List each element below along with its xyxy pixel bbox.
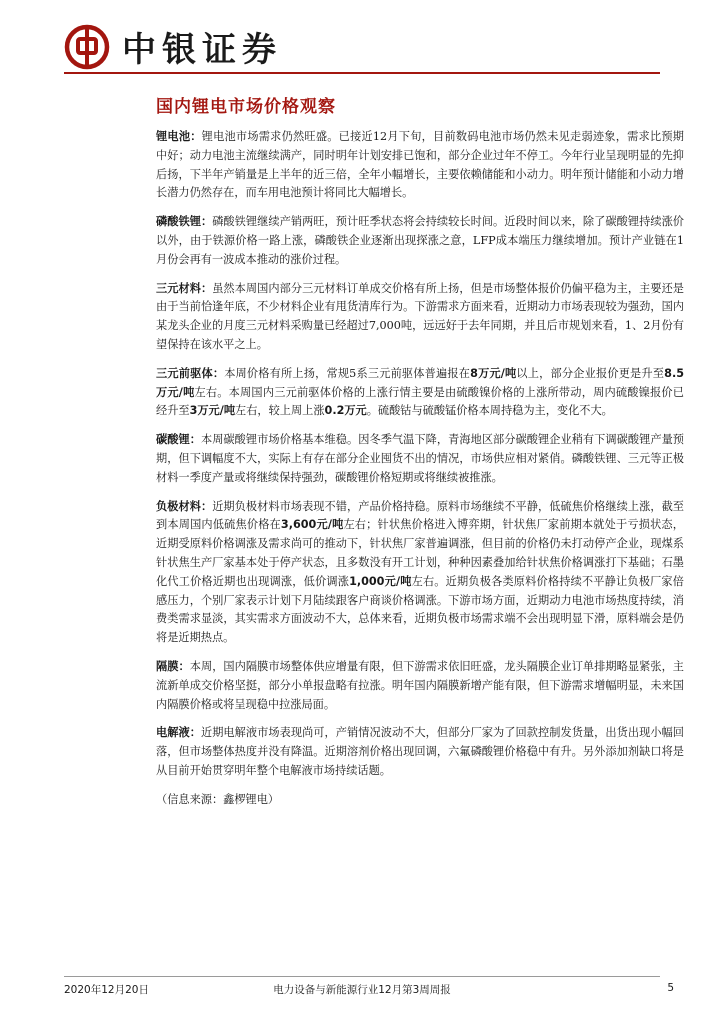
footer-date: 2020年12月20日 [64,984,149,996]
paragraph [156,213,684,269]
footer-report-title: 电力设备与新能源行业12月第3周周报 [273,984,451,996]
paragraph-text: 磷酸铁锂继续产销两旺，预计旺季状态将会持续较长时间。近段时间以来，除了碳酸锂持续涨价以外，由于铁源价格一路上涨，磷酸铁企业逐渐出现探涨之意，LFP成本端压力继续增加。预计产业链在1月份会再有一波成本推动的涨价过程。 [156,215,684,266]
paragraph-text: 近期电解液市场表现尚可，产销情况波动不大，但部分厂家为了回款控制发货量，出货出现小幅回落，但市场整体热度并没有降温。近期溶剂价格出现回调，六氟磷酸锂价格稳中有升。另外添加剂缺口将是从目前开始贯穿明年整个电解液市场持续话题。 [156,726,684,777]
paragraph-text: 虽然本周国内部分三元材料订单成交价格有所上扬，但是市场整体报价仍偏平稳为主，主要还是由于当前恰逢年底，不少材料企业有甩货清库行为。下游需求方面来看，近期动力市场表现较为强劲，国内某龙头企业的月度三元材料采购量已经超过7,000吨，远远好于去年同期，并且后市规划来看，1、2月份有望保持在该水平之上。 [156,281,684,351]
brand-header [64,22,282,71]
paragraph-label: 锂电池： [156,130,202,143]
paragraph-text: 本周，国内隔膜市场整体供应增量有限，但下游需求依旧旺盛，龙头隔膜企业订单排期略显紧张，主流新单成交价格坚挺，部分小单报盘略有拉涨。明年国内隔膜新增产能有限，但下游需求增幅明显，未来国内隔膜价格或将呈现稳中拉涨局面。 [156,659,684,711]
highlighted-value: 3,600元/吨 [280,518,344,532]
paragraph-label: 隔膜： [156,659,190,673]
paragraph [156,498,684,648]
paragraph [156,431,684,487]
bank-of-china-logo-icon [64,24,110,70]
highlighted-value: 8.5万元/吨 [156,366,684,399]
paragraph [156,724,684,780]
paragraph [156,658,684,714]
paragraph-text: 左右；针状焦价格进入博弈期，针状焦厂家前期本就处于亏损状态，近期受原料价格调涨及需求尚可的推动下，针状焦厂家普遍调涨，但目前的价格仍未打动停产企业，现煤系针状焦生产厂家基本处于停产状态，且多数没有开工计划，种种因素叠加给针状焦价格调涨打下基础；石墨化代工价格近期也出现调涨，低价调涨 [156,518,684,588]
paragraph-text: 以上，部分企业报价更是升至 [516,366,665,380]
highlighted-value: 8万元/吨 [470,366,517,380]
source-note: （信息来源：鑫椤锂电） [156,792,280,806]
highlighted-value: 1,000元/吨 [349,574,412,588]
paragraph-text: 本周碳酸锂市场价格基本维稳。因冬季气温下降，青海地区部分碳酸锂企业稍有下调碳酸锂产量预期，但下调幅度不大，实际上有存在部分企业囤货不出的情况，市场供应相对紧俏。磷酸铁锂、三元等正极材料一季度产量或将继续保持强劲，碳酸锂价格短期或将继续被推涨。 [156,433,684,484]
article-body [156,128,684,809]
paragraph-label: 磷酸铁锂： [156,215,213,229]
paragraph-label: 三元材料： [156,281,213,295]
header-divider [64,72,660,74]
paragraph-label: 负极材料： [156,499,213,513]
paragraph-text: 锂电池市场需求仍然旺盛。已接近12月下旬，目前数码电池市场仍然未见走弱迹象，需求比预期中好；动力电池主流继续满产，同时明年计划安排已饱和，部分企业过年不停工。今年行业呈现明显的先抑后扬，下半年产销量是上半年的近三倍，全年小幅增长，主要依赖储能和小动力。明年预计储能和小动力增长潜力仍然存在，而车用电池预计将同比大幅增长。 [156,130,684,200]
paragraph-text: 左右，较上周上涨 [235,404,325,418]
paragraph [156,280,684,355]
paragraph-label: 电解液： [156,726,201,740]
paragraph-text: 本周价格有所上扬，常规5系三元前驱体普遍报在 [224,366,471,380]
paragraph-text: 近期负极材料市场表现不错，产品价格持稳。原料市场继续不平静，低硫焦价格继续上涨，截至到本周国内低硫焦价格在 [156,499,684,532]
footer-divider [64,976,660,977]
paragraph [156,128,684,203]
paragraph-text: 左右。近期负极各类原料价格持续不平静让负极厂家倍感压力，个别厂家表示计划下月陆续跟客户商谈价格调涨。下游市场方面，近期动力电池市场热度持续，消费类需求显淡，其实需求方面波动不大，总体来看，近期负极市场需求端不会出现明显下滑，原料端会是仍将是近期热点。 [156,574,684,645]
highlighted-value: 0.2万元 [324,404,367,418]
paragraph-text: 。硫酸钴与硫酸锰价格本周持稳为主，变化不大。 [366,404,613,418]
section-title: 国内锂电市场价格观察 [156,97,336,117]
paragraph-label: 碳酸锂： [156,433,201,447]
paragraph-text: 左右。本周国内三元前驱体价格的上涨行情主要是由硫酸镍价格的上涨所带动，周内硫酸镍报价已经升至 [156,385,684,418]
paragraph-label: 三元前驱体： [156,366,225,380]
footer-page-number: 5 [667,982,674,994]
highlighted-value: 3万元/吨 [189,404,236,418]
paragraph [156,365,684,421]
brand-name: 中银证券 [122,30,282,70]
